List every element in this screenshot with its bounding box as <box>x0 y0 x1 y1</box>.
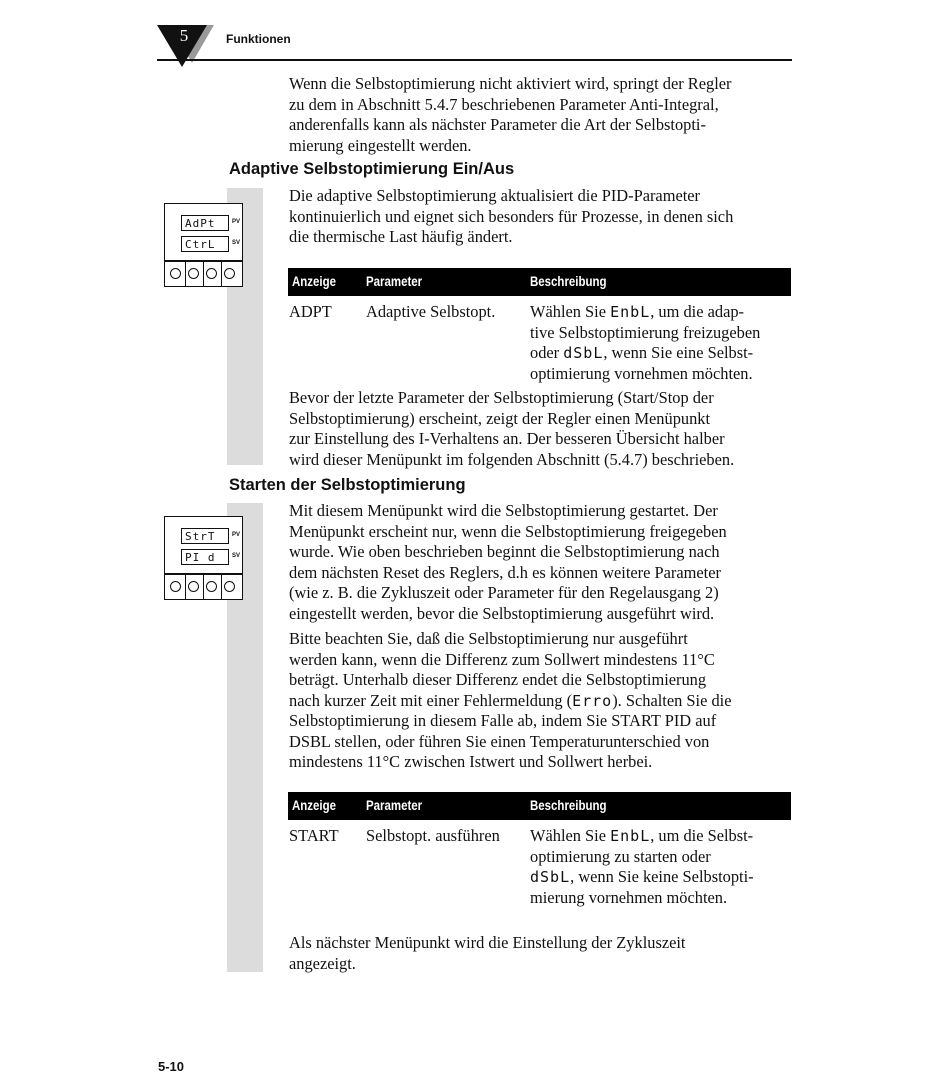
section2-final-text: Als nächster Menüpunkt wird die Einstellung der Zykluszeit angezeigt. <box>289 933 686 973</box>
table-cell-anzeige: ADPT <box>289 302 332 321</box>
table-header: Anzeige Parameter Beschreibung <box>288 792 791 820</box>
page-number: 5-10 <box>158 1059 185 1074</box>
controller-display-adpt <box>164 203 243 287</box>
error-code: Erro <box>572 691 613 710</box>
button-row <box>165 261 242 286</box>
section1-after-text: Bevor der letzte Parameter der Selbstoptimierung (Start/Stop der Selbstoptimierung) erscheint, zeigt der Regler einen Menüpunkt zur Einstellung des I-Verhaltens an. Der besseren Übersicht halber wird dieser Menüpunkt im folgenden Abschnitt (5.4.7) beschrieben. <box>289 388 735 469</box>
button-icon <box>170 268 181 279</box>
sv-display: PI d <box>181 549 229 565</box>
controller-display-strt <box>164 516 243 600</box>
section1-text: Die adaptive Selbstoptimierung aktualisiert die PID-Parameter kontinuierlich und eignet sich besonders für Prozesse, in denen sich die thermische Last häufig ändert. <box>289 186 734 246</box>
button-icon <box>224 268 235 279</box>
intro-paragraph: Wenn die Selbstoptimierung nicht aktiviert wird, springt der Regler zu dem in Abschnitt 5.4.7 beschriebenen Parameter Anti-Integral, anderenfalls kann als nächster Parameter die Art der Selbstopti- mierung eingestellt werden. <box>289 74 732 155</box>
section2-warning-text: Bitte beachten Sie, daß die Selbstoptimierung nur ausgeführt werden kann, wenn die Differenz zum Sollwert mindestens 11°C beträgt. Unterhalb dieser Differenz endet die Selbstoptimierung nach kurzer Zeit mit einer Fehlermeldung (Erro). Schalten Sie die Selbstoptimierung in diesem Falle ab, indem Sie START PID auf DSBL stellen, oder führen Sie einen Temperaturunterschied von mindestens 11°C zwischen Istwert und Sollwert herbei. <box>289 629 732 771</box>
pv-label: PV <box>232 532 241 538</box>
sv-label: SV <box>232 240 241 246</box>
button-icon <box>188 581 199 592</box>
button-icon <box>188 268 199 279</box>
header-rule <box>157 59 792 61</box>
table-cell-parameter: Selbstopt. ausführen <box>366 826 500 845</box>
table-cell-beschreibung: Wählen Sie EnbL, um die Selbst- optimierung zu starten oder dSbL, wenn Sie keine Selbstopti- mierung vornehmen möchten. <box>530 826 754 907</box>
pv-display: AdPt <box>181 215 229 231</box>
table-cell-beschreibung: Wählen Sie EnbL, um die adap- tive Selbstoptimierung freizugeben oder dSbL, wenn Sie eine Selbst- optimierung vornehmen möchten. <box>530 302 761 383</box>
button-row <box>165 574 242 599</box>
sv-label: SV <box>232 553 241 559</box>
pv-display: StrT <box>181 528 229 544</box>
header-title: Funktionen <box>226 32 291 46</box>
button-icon <box>206 268 217 279</box>
button-icon <box>170 581 181 592</box>
button-icon <box>206 581 217 592</box>
table-cell-anzeige: START <box>289 826 339 845</box>
table-header: Anzeige Parameter Beschreibung <box>288 268 791 296</box>
button-icon <box>224 581 235 592</box>
pv-label: PV <box>232 219 241 225</box>
section-heading-adaptive: Adaptive Selbstoptimierung Ein/Aus <box>229 160 515 178</box>
sv-display: CtrL <box>181 236 229 252</box>
table-cell-parameter: Adaptive Selbstopt. <box>366 302 496 321</box>
chapter-number: 5 <box>179 26 189 45</box>
section2-text: Mit diesem Menüpunkt wird die Selbstoptimierung gestartet. Der Menüpunkt erscheint nur, wenn die Selbstoptimierung freigegeben wurde. Wie oben beschrieben beginnt die Selbstoptimierung nach dem nächsten Reset des Reglers, d.h es können weitere Parameter (wie z. B. die Zykluszeit oder Parameter für den Regelausgang 2) eingestellt werden, bevor die Selbstoptimierung ausgeführt wird. <box>289 501 727 623</box>
section-heading-start: Starten der Selbstoptimierung <box>229 476 466 494</box>
